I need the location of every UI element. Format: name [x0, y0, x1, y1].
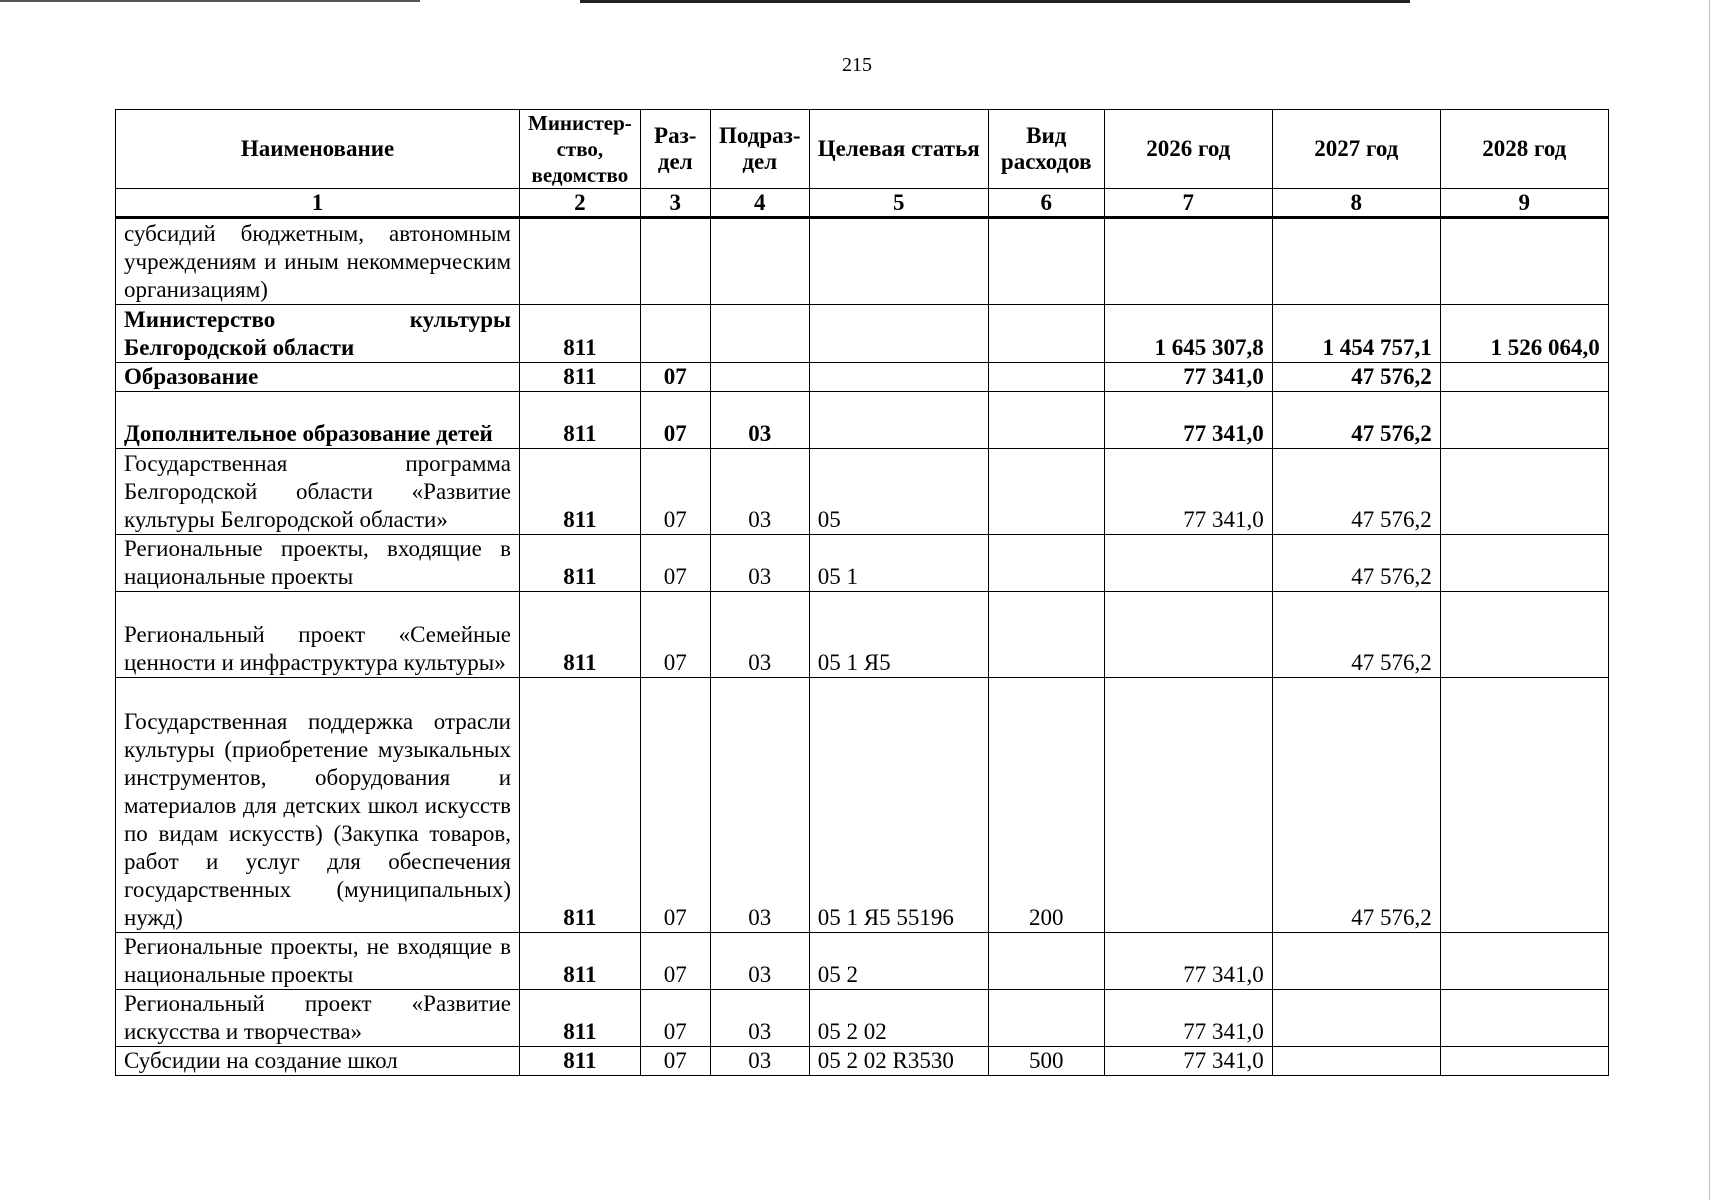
table-row: [116, 933, 1609, 990]
column-number: 9: [1440, 189, 1608, 218]
row-2028: [1440, 449, 1608, 535]
column-number: 1: [116, 189, 520, 218]
row-2028: [1440, 592, 1608, 678]
row-ministry: [520, 218, 641, 305]
row-ministry: 811: [520, 990, 641, 1047]
column-number: 5: [809, 189, 988, 218]
table-row: [116, 990, 1609, 1047]
row-2027: 1 454 757,1: [1272, 305, 1440, 363]
row-subsection: 03: [710, 535, 809, 592]
row-name: Министерство культуры Белгородской области: [116, 305, 520, 363]
row-name: Государственная поддержка отрасли культуры (приобретение музыкальных инструментов, оборудования и материалов для детских школ искусств по видам искусств) (Закупка товаров, работ и услуг для обеспечения государственных (муниципальных) нужд): [116, 678, 520, 933]
row-target: [809, 363, 988, 392]
row-expense-type: [988, 218, 1104, 305]
row-section: 07: [640, 592, 710, 678]
row-section: 07: [640, 678, 710, 933]
row-2026: [1104, 535, 1272, 592]
row-2027: 47 576,2: [1272, 363, 1440, 392]
row-2027: 47 576,2: [1272, 535, 1440, 592]
row-2026: [1104, 678, 1272, 933]
row-name: Дополнительное образование детей: [116, 392, 520, 449]
row-target: 05: [809, 449, 988, 535]
column-number: 2: [520, 189, 641, 218]
row-name: Региональный проект «Развитие искусства и творчества»: [116, 990, 520, 1047]
row-ministry: 811: [520, 535, 641, 592]
row-name: субсидий бюджетным, автономным учреждениям и иным некоммерческим организациям): [116, 218, 520, 305]
row-target: [809, 218, 988, 305]
header-section: Раз-дел: [640, 110, 710, 189]
table-row: [116, 678, 1609, 933]
row-expense-type: [988, 990, 1104, 1047]
row-ministry: 811: [520, 363, 641, 392]
row-2028: [1440, 933, 1608, 990]
row-ministry: 811: [520, 305, 641, 363]
row-section: 07: [640, 933, 710, 990]
row-2026: 77 341,0: [1104, 1047, 1272, 1076]
row-section: 07: [640, 1047, 710, 1076]
row-2027: 47 576,2: [1272, 678, 1440, 933]
row-section: 07: [640, 392, 710, 449]
header-subsection: Подраз-дел: [710, 110, 809, 189]
header-target: Целевая статья: [809, 110, 988, 189]
row-name: Субсидии на создание школ: [116, 1047, 520, 1076]
row-name: Региональный проект «Семейные ценности и инфраструктура культуры»: [116, 592, 520, 678]
row-2028: [1440, 1047, 1608, 1076]
scan-artifact-edge: [1709, 0, 1710, 1200]
row-2028: [1440, 678, 1608, 933]
row-expense-type: [988, 592, 1104, 678]
row-2028: [1440, 363, 1608, 392]
row-subsection: 03: [710, 990, 809, 1047]
row-ministry: 811: [520, 678, 641, 933]
row-section: [640, 218, 710, 305]
row-target: 05 2 02: [809, 990, 988, 1047]
row-2026: 77 341,0: [1104, 449, 1272, 535]
row-2028: [1440, 990, 1608, 1047]
header-2028: 2028 год: [1440, 110, 1608, 189]
row-ministry: 811: [520, 449, 641, 535]
row-name: Образование: [116, 363, 520, 392]
row-2027: 47 576,2: [1272, 392, 1440, 449]
row-target: 05 2 02 R3530: [809, 1047, 988, 1076]
table-row: [116, 1047, 1609, 1076]
table-row: [116, 592, 1609, 678]
row-subsection: 03: [710, 449, 809, 535]
table-row: [116, 449, 1609, 535]
row-section: 07: [640, 990, 710, 1047]
header-2026: 2026 год: [1104, 110, 1272, 189]
column-number-row: [116, 189, 1609, 218]
header-ministry: Министер-ство, ведомство: [520, 110, 641, 189]
header-row: [116, 110, 1609, 189]
header-name: Наименование: [116, 110, 520, 189]
row-subsection: 03: [710, 592, 809, 678]
row-2028: 1 526 064,0: [1440, 305, 1608, 363]
column-number: 4: [710, 189, 809, 218]
row-target: [809, 392, 988, 449]
row-target: 05 1 Я5 55196: [809, 678, 988, 933]
row-section: 07: [640, 449, 710, 535]
row-2026: 77 341,0: [1104, 990, 1272, 1047]
row-target: 05 1 Я5: [809, 592, 988, 678]
row-section: 07: [640, 363, 710, 392]
row-name: Государственная программа Белгородской области «Развитие культуры Белгородской области»: [116, 449, 520, 535]
row-2026: 77 341,0: [1104, 363, 1272, 392]
table-row: [116, 218, 1609, 305]
row-2027: [1272, 1047, 1440, 1076]
row-ministry: 811: [520, 1047, 641, 1076]
row-expense-type: [988, 363, 1104, 392]
row-2026: 77 341,0: [1104, 392, 1272, 449]
row-target: [809, 305, 988, 363]
row-target: 05 1: [809, 535, 988, 592]
row-expense-type: 500: [988, 1047, 1104, 1076]
row-expense-type: [988, 449, 1104, 535]
scan-artifact-line: [580, 0, 1410, 3]
row-section: 07: [640, 535, 710, 592]
row-subsection: 03: [710, 933, 809, 990]
table-row: [116, 363, 1609, 392]
header-expense-type: Вид расходов: [988, 110, 1104, 189]
row-expense-type: [988, 305, 1104, 363]
row-2028: [1440, 535, 1608, 592]
row-2028: [1440, 218, 1608, 305]
row-2027: [1272, 218, 1440, 305]
column-number: 6: [988, 189, 1104, 218]
column-number: 7: [1104, 189, 1272, 218]
row-expense-type: [988, 933, 1104, 990]
row-expense-type: [988, 392, 1104, 449]
scan-artifact-line: [0, 0, 420, 2]
page-number: 215: [842, 54, 872, 76]
row-subsection: 03: [710, 678, 809, 933]
row-expense-type: [988, 535, 1104, 592]
table-row: [116, 535, 1609, 592]
row-section: [640, 305, 710, 363]
row-subsection: [710, 218, 809, 305]
row-2027: 47 576,2: [1272, 592, 1440, 678]
table-row: [116, 392, 1609, 449]
row-2027: 47 576,2: [1272, 449, 1440, 535]
column-number: 8: [1272, 189, 1440, 218]
row-subsection: 03: [710, 1047, 809, 1076]
row-2026: 1 645 307,8: [1104, 305, 1272, 363]
column-number: 3: [640, 189, 710, 218]
row-ministry: 811: [520, 592, 641, 678]
row-ministry: 811: [520, 933, 641, 990]
row-2026: 77 341,0: [1104, 933, 1272, 990]
row-ministry: 811: [520, 392, 641, 449]
table-row: [116, 305, 1609, 363]
header-2027: 2027 год: [1272, 110, 1440, 189]
row-name: Региональные проекты, не входящие в национальные проекты: [116, 933, 520, 990]
budget-table: [115, 109, 1609, 1076]
row-name: Региональные проекты, входящие в национальные проекты: [116, 535, 520, 592]
row-subsection: [710, 305, 809, 363]
row-target: 05 2: [809, 933, 988, 990]
row-2026: [1104, 592, 1272, 678]
row-expense-type: 200: [988, 678, 1104, 933]
row-subsection: 03: [710, 392, 809, 449]
row-2027: [1272, 990, 1440, 1047]
row-2027: [1272, 933, 1440, 990]
row-2026: [1104, 218, 1272, 305]
row-2028: [1440, 392, 1608, 449]
row-subsection: [710, 363, 809, 392]
